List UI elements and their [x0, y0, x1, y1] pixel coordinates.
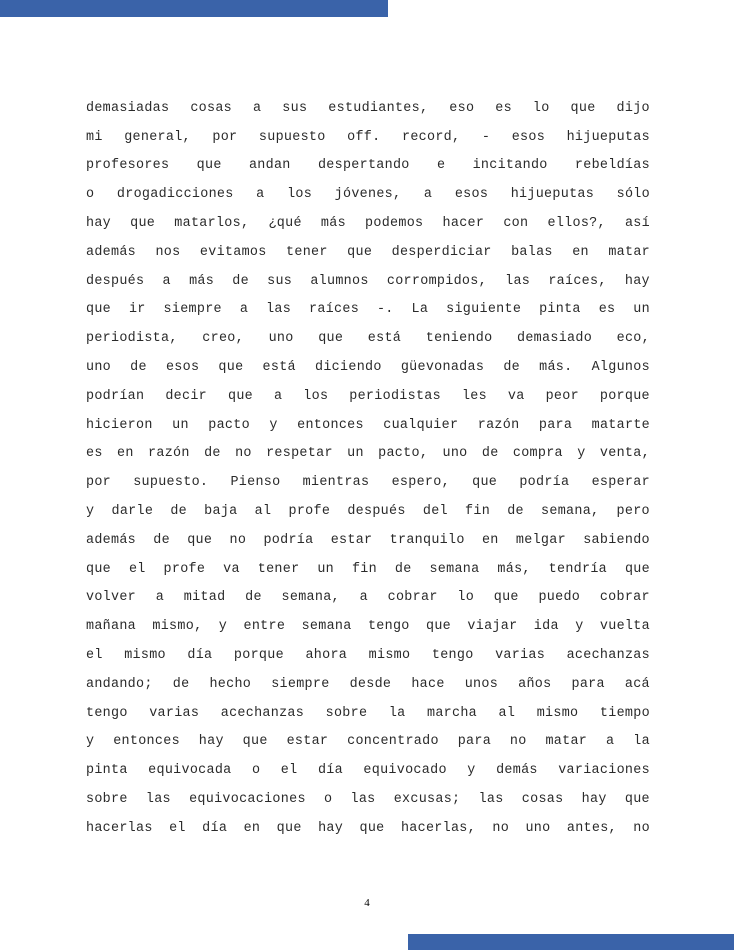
text-line: mi general, por supuesto off. record, - esos hijueputas [86, 129, 650, 145]
text-line: además nos evitamos tener que desperdiciar balas en matar [86, 244, 650, 260]
text-line: que ir siempre a las raíces -. La siguiente pinta es un [86, 302, 650, 318]
text-line: profesores que andan despertando e incitando rebeldías [86, 158, 650, 174]
text-line: pinta equivocada o el día equivocado y demás variaciones [86, 763, 650, 779]
text-line: hay que matarlos, ¿qué más podemos hacer con ellos?, así [86, 216, 650, 232]
text-line: hicieron un pacto y entonces cualquier razón para matarte [86, 417, 650, 433]
text-line: andando; de hecho siempre desde hace unos años para acá [86, 676, 650, 692]
text-line: y entonces hay que estar concentrado para no matar a la [86, 734, 650, 750]
text-line: mañana mismo, y entre semana tengo que viajar ida y vuelta [86, 619, 650, 635]
text-line: después a más de sus alumnos corrompidos, las raíces, hay [86, 273, 650, 289]
text-line: el mismo día porque ahora mismo tengo varias acechanzas [86, 648, 650, 664]
text-line: además de que no podría estar tranquilo en melgar sabiendo [86, 532, 650, 548]
text-line: periodista, creo, uno que está teniendo demasiado eco, [86, 331, 650, 347]
page-number: 4 [364, 897, 370, 909]
text-line: uno de esos que está diciendo güevonadas de más. Algunos [86, 360, 650, 376]
text-line: tengo varias acechanzas sobre la marcha al mismo tiempo [86, 705, 650, 721]
text-line: sobre las equivocaciones o las excusas; las cosas hay que [86, 792, 650, 808]
text-line: por supuesto. Pienso mientras espero, que podría esperar [86, 475, 650, 491]
header-accent-bar [0, 0, 388, 17]
text-line: que el profe va tener un fin de semana más, tendría que [86, 561, 650, 577]
text-line: es en razón de no respetar un pacto, uno de compra y venta, [86, 446, 650, 462]
text-line: podrían decir que a los periodistas les va peor porque [86, 388, 650, 404]
text-line: volver a mitad de semana, a cobrar lo que puedo cobrar [86, 590, 650, 606]
text-line: o drogadicciones a los jóvenes, a esos hijueputas sólo [86, 187, 650, 203]
text-line: hacerlas el día en que hay que hacerlas, no uno antes, no [86, 820, 650, 836]
body-text [86, 94, 650, 843]
footer-accent-bar [408, 934, 734, 950]
text-line: y darle de baja al profe después del fin de semana, pero [86, 504, 650, 520]
text-line: demasiadas cosas a sus estudiantes, eso es lo que dijo [86, 100, 650, 116]
